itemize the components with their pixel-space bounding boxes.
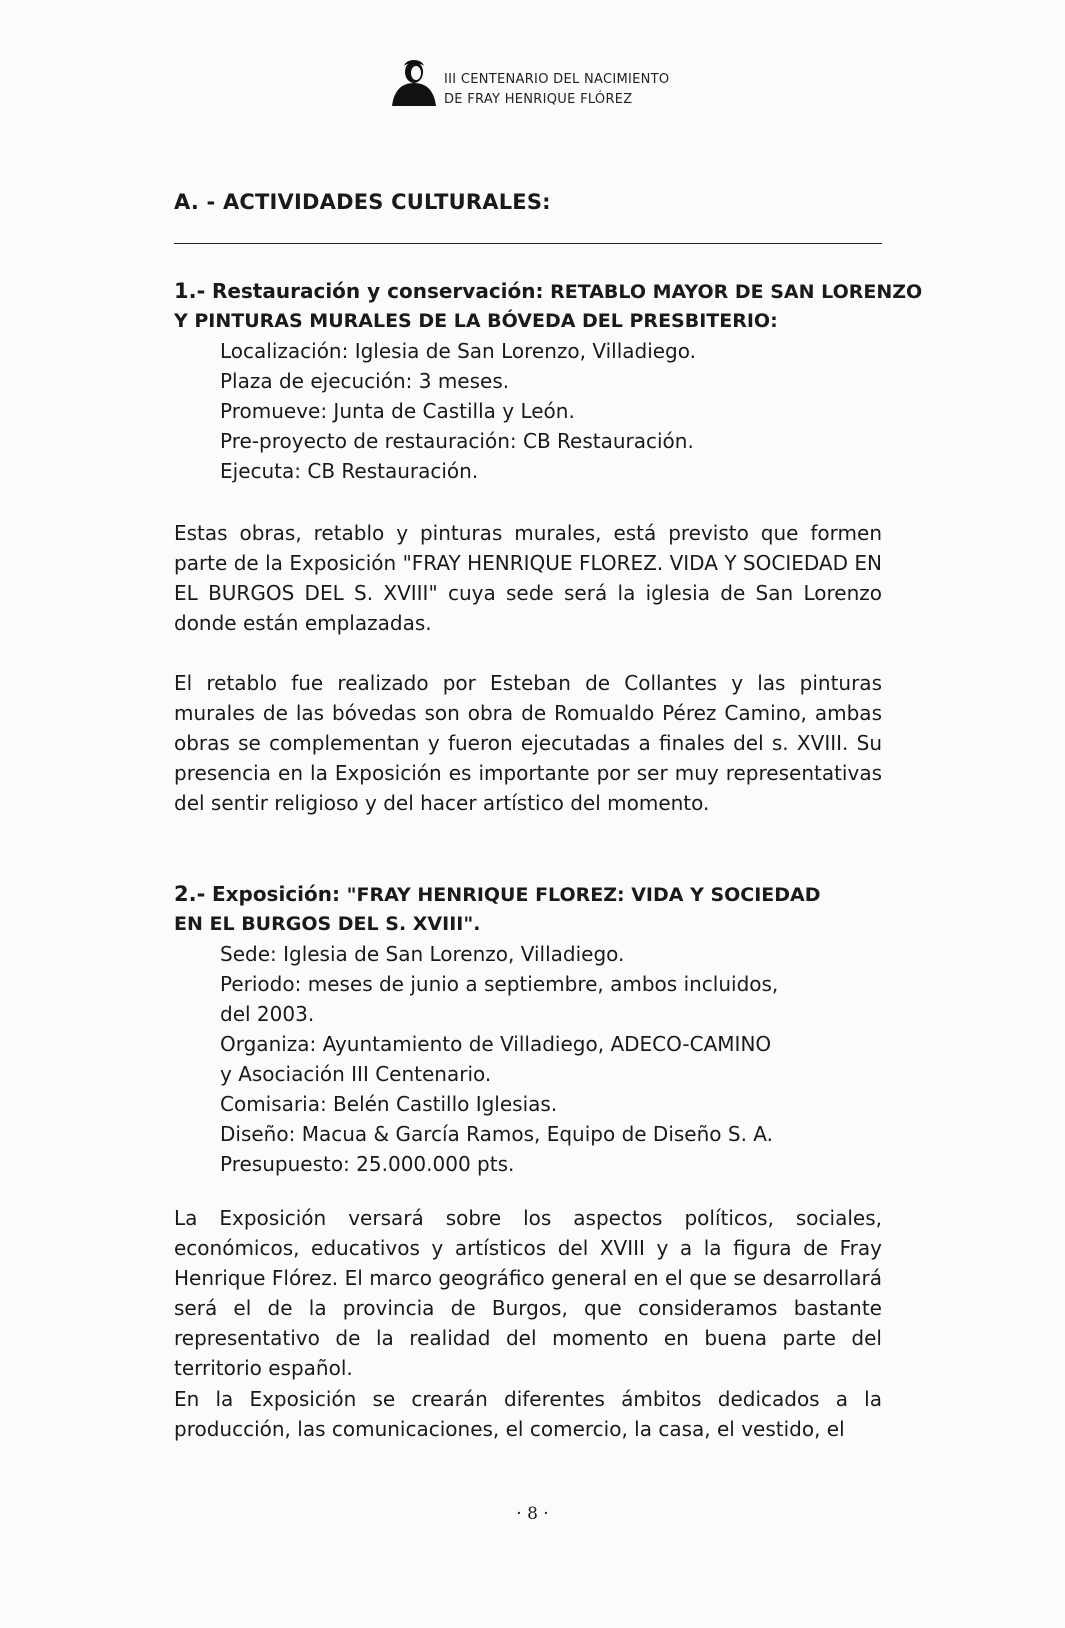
- section-title: A. - ACTIVIDADES CULTURALES:: [174, 190, 551, 214]
- item2-detail-organizer: Organiza: Ayuntamiento de Villadiego, ADECO-CAMINO: [220, 1032, 772, 1056]
- item2-title-line2: EN EL BURGOS DEL S. XVIII".: [174, 913, 481, 935]
- item2-paragraph-2: En la Exposición se crearán diferentes ámbitos dedicados a la producción, las comunicaciones, el comercio, la casa, el vestido, el: [174, 1387, 882, 1441]
- item1-detail-term: Plaza de ejecución: 3 meses.: [220, 369, 510, 393]
- item1-details: [220, 336, 696, 486]
- item2-details: [220, 939, 778, 1179]
- item1-number: 1.-: [174, 279, 206, 303]
- item2-detail-venue: Sede: Iglesia de San Lorenzo, Villadiego.: [220, 942, 625, 966]
- header-line-2: DE FRAY HENRIQUE FLÓREZ: [444, 92, 633, 107]
- item2-detail-budget: Presupuesto: 25.000.000 pts.: [220, 1152, 515, 1176]
- item1-intro: Restauración y conservación:: [211, 279, 544, 303]
- item1-paragraph-1: Estas obras, retablo y pinturas murales, está previsto que formen parte de la Exposición "FRAY HENRIQUE FLOREZ. VIDA Y SOCIEDAD EN EL BURGOS DEL S. XVIII" cuya sede será la iglesia de San Lorenzo donde están emplazadas.: [174, 521, 882, 635]
- item2-paragraph-1: La Exposición versará sobre los aspectos políticos, sociales, económicos, educativos y artísticos del XVIII y a la figura de Fray Henrique Flórez. El marco geográfico general en el que se desarrollará será el de la provincia de Burgos, que consideramos bastante representativo de la realidad del momento en buena parte del territorio español.: [174, 1206, 882, 1380]
- item2-number: 2.-: [174, 882, 206, 906]
- page-header: [390, 52, 710, 112]
- item1-detail-location: Localización: Iglesia de San Lorenzo, Villadiego.: [220, 339, 696, 363]
- item2-heading: [174, 880, 821, 939]
- section-divider: [174, 243, 882, 244]
- item2-detail-design: Diseño: Macua & García Ramos, Equipo de Diseño S. A.: [220, 1122, 773, 1146]
- item1-title-line1: RETABLO MAYOR DE SAN LORENZO: [550, 281, 923, 303]
- item1-detail-executor: Ejecuta: CB Restauración.: [220, 459, 479, 483]
- item1-detail-preproject: Pre-proyecto de restauración: CB Restauración.: [220, 429, 694, 453]
- item2-detail-organizer-cont: y Asociación III Centenario.: [220, 1062, 492, 1086]
- item1-paragraph-2: El retablo fue realizado por Esteban de Collantes y las pinturas murales de las bóvedas son obra de Romualdo Pérez Camino, ambas obras se complementan y fueron ejecutadas a finales del s. XVIII. Su presencia en la Exposición es importante por ser muy representativas del sentir religioso y del hacer artístico del momento.: [174, 671, 882, 815]
- item1-title-line2: Y PINTURAS MURALES DE LA BÓVEDA DEL PRESBITERIO:: [174, 310, 778, 332]
- page-number: · 8 ·: [516, 1504, 549, 1524]
- item2-detail-period-year: del 2003.: [220, 1002, 315, 1026]
- header-text: [444, 70, 669, 110]
- item2-detail-period: Periodo: meses de junio a septiembre, ambos incluidos,: [220, 972, 779, 996]
- item2-title-line1: "FRAY HENRIQUE FLOREZ: VIDA Y SOCIEDAD: [346, 884, 821, 906]
- item1-detail-promoter: Promueve: Junta de Castilla y León.: [220, 399, 575, 423]
- item2-intro: Exposición:: [211, 882, 341, 906]
- item1-heading: [174, 277, 922, 336]
- portrait-logo-icon: [390, 56, 438, 106]
- header-line-1: III CENTENARIO DEL NACIMIENTO: [444, 72, 670, 87]
- item2-detail-curator: Comisaria: Belén Castillo Iglesias.: [220, 1092, 558, 1116]
